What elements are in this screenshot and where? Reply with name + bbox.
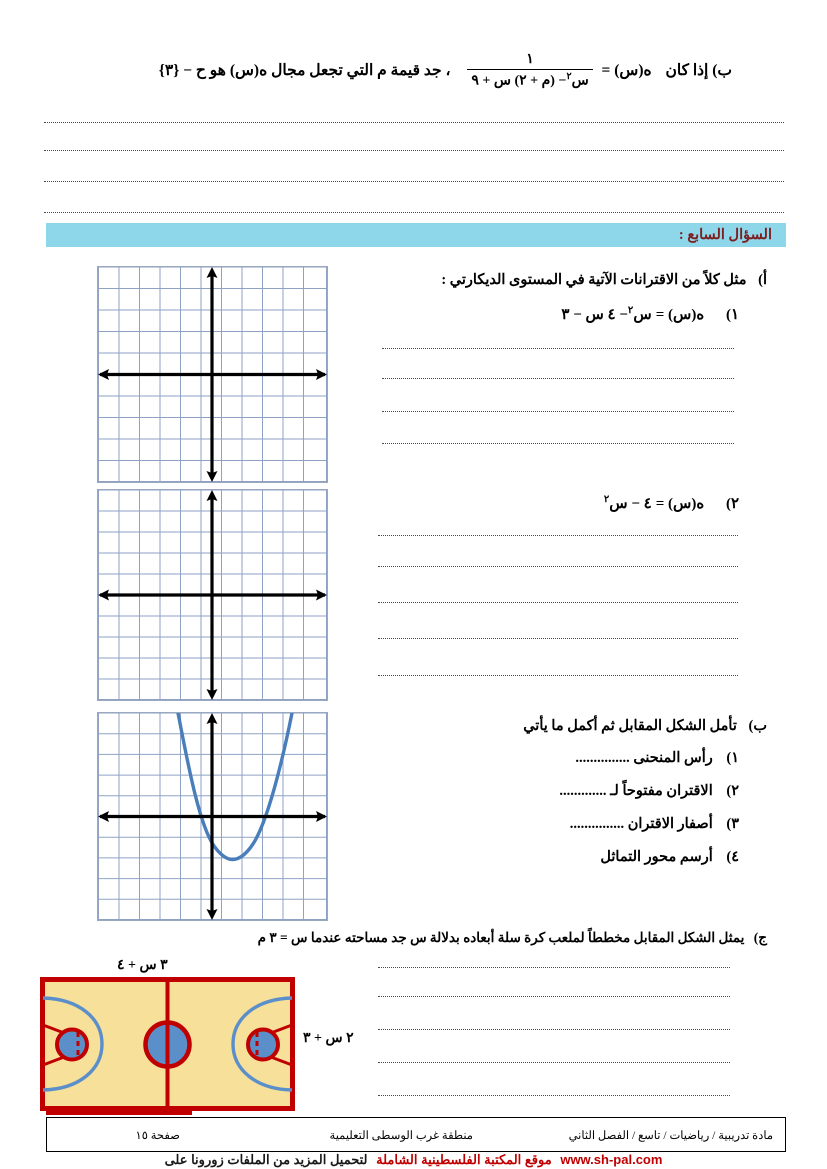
answer-line[interactable]: [44, 181, 784, 182]
answer-line[interactable]: [378, 1029, 730, 1030]
answer-line[interactable]: [378, 1095, 730, 1096]
answer-line[interactable]: [378, 535, 738, 536]
part-a-label: أ): [758, 272, 767, 288]
axes: [100, 271, 325, 478]
item-text[interactable]: رأس المنحنى ...............: [575, 750, 713, 766]
item-text[interactable]: أرسم محور التماثل: [600, 849, 713, 865]
site-watermark: [0, 1152, 827, 1168]
court-top-label: ٣ س + ٤: [117, 958, 168, 973]
item-number: ٢): [725, 496, 739, 512]
item-number: ٢): [726, 783, 739, 799]
fraction-numerator: ١: [467, 51, 592, 70]
section-header-question-seven: [46, 223, 786, 247]
graph-parabola: [97, 712, 328, 921]
footer-cell-region: منطقة غرب الوسطى التعليمية: [329, 1129, 473, 1142]
graph-empty-grid-1: [97, 266, 328, 483]
court-svg: [40, 977, 295, 1111]
answer-line[interactable]: [382, 348, 734, 349]
part-b-function-name: ه(س) =: [601, 61, 652, 79]
answer-line[interactable]: [378, 1062, 730, 1063]
answer-line[interactable]: [382, 378, 734, 379]
item-number: ١): [726, 750, 739, 766]
axes: [100, 494, 325, 696]
footer-red-bar: [46, 1110, 192, 1115]
part-c-heading: [258, 930, 767, 946]
part-b-item-4: [600, 849, 739, 866]
hoop-circle-right: [248, 1030, 278, 1060]
fraction-denominator: س$^٢$− (م + ٢) س + ٩: [471, 72, 589, 89]
answer-line[interactable]: [378, 566, 738, 567]
answer-line[interactable]: [378, 602, 738, 603]
answer-line[interactable]: [378, 996, 730, 997]
part-b-item-3: [570, 816, 739, 833]
graph-empty-grid-2: [97, 489, 328, 701]
part-b-item-2: [559, 783, 739, 800]
item-number: ٣): [726, 816, 739, 832]
part-b-item-1: [575, 750, 739, 767]
part-b-text: تأمل الشكل المقابل ثم أكمل ما يأتي: [523, 718, 737, 734]
answer-line[interactable]: [44, 122, 784, 123]
part-c-label: ج): [753, 930, 767, 945]
part-a-heading: [441, 272, 767, 289]
watermark-lead-text: لتحميل المزيد من الملفات زورونا على: [164, 1152, 368, 1167]
item-text[interactable]: الاقتران مفتوحاً لـ .............: [559, 783, 713, 799]
item-number: ١): [725, 307, 739, 323]
answer-line[interactable]: [44, 150, 784, 151]
hoop-circle-left: [57, 1030, 87, 1060]
grid-svg-1: [98, 267, 327, 482]
watermark-site-name: موقع المكتبة الفلسطينية الشاملة: [376, 1152, 552, 1167]
grid-svg-2: [98, 490, 327, 700]
part-a-item-1: [561, 305, 739, 324]
item-text[interactable]: أصفار الاقتران ...............: [569, 816, 713, 832]
footer-table: [46, 1117, 786, 1152]
section-header-title: السؤال السابع :: [678, 226, 772, 243]
fraction: [467, 51, 592, 90]
answer-line[interactable]: [382, 411, 734, 412]
footer-cell-subject: مادة تدريبية / رياضيات / تاسع / الفصل الثاني: [568, 1129, 773, 1142]
answer-line[interactable]: [44, 212, 784, 213]
part-b-condition-text: ، جد قيمة م التي تجعل مجال ه(س) هو ح − {٣}: [158, 61, 451, 79]
axes: [100, 717, 325, 916]
court-right-label: ٢ س + ٣: [303, 1031, 354, 1046]
answer-line[interactable]: [378, 675, 738, 676]
item-number: ٤): [726, 849, 739, 865]
part-a-text: مثل كلاً من الاقترانات الآتية في المستوى الديكارتي :: [441, 272, 747, 288]
item-equation: ه(س) =٤ − س$^٢$: [603, 494, 705, 512]
answer-line[interactable]: [378, 638, 738, 639]
basketball-court-diagram: [40, 977, 295, 1111]
grid-svg-3: [98, 713, 327, 920]
question-six-part-b: [95, 52, 732, 91]
answer-line[interactable]: [378, 967, 730, 968]
watermark-url: www.sh-pal.com: [560, 1152, 663, 1167]
footer-cell-page: صفحة ١٥: [135, 1129, 180, 1142]
answer-line[interactable]: [382, 443, 734, 444]
item-equation: ه(س) =س$^٢$− ٤ س − ٣: [561, 305, 705, 323]
part-a-item-2: [604, 494, 739, 513]
part-b-prefix: ب) إذا كان: [665, 61, 732, 79]
part-c-text: يمثل الشكل المقابل مخططاً لملعب كرة سلة أبعاده بدلالة س جد مساحته عندما س = ٣ م: [257, 930, 745, 945]
part-b-label: ب): [748, 718, 767, 734]
part-b-heading: [523, 718, 767, 735]
